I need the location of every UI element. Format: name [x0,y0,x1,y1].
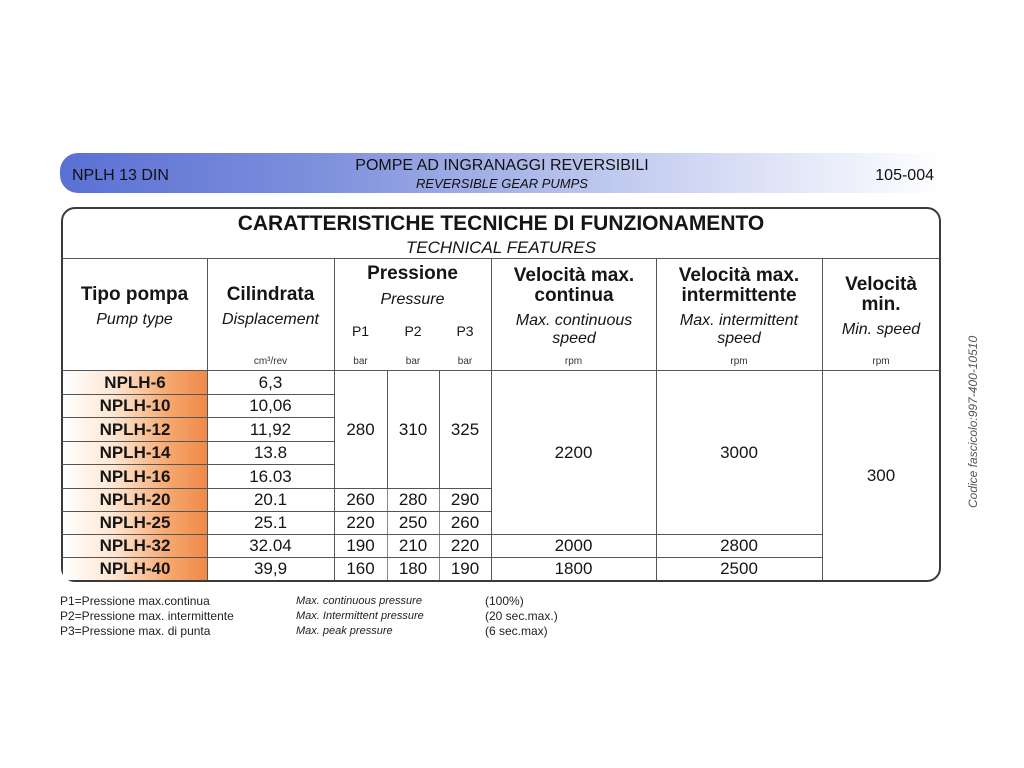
min-speed-cell: 300 [866,465,896,485]
header-subtitle: REVERSIBLE GEAR PUMPS [416,176,588,191]
table-title: CARATTERISTICHE TECNICHE DI FUNZIONAMENTO [237,212,765,235]
note-label: P1=Pressione max.continua [60,594,210,608]
pressure-p1-cell: 160 [346,559,375,578]
cont-speed-cell: 2000 [554,536,593,555]
displacement-cell: 39,9 [253,559,288,578]
int-speed-cell: 3000 [720,442,758,462]
displacement-cell: 32.04 [249,536,292,555]
pressure-p1-cell: 280 [346,419,375,439]
col-int-speed-unit: rpm [730,355,748,367]
note-value: (20 sec.max.) [485,609,558,623]
legend-notes [60,594,580,639]
col-displacement-sublabel: Displacement [222,311,319,328]
pump-type-cell: NPLH-40 [63,558,207,580]
note-row [60,609,580,624]
displacement-cell: 6,3 [258,372,283,392]
col-displacement-label: Cilindrata [226,284,315,305]
col-pressure-label: Pressione [367,263,458,284]
pump-type-cell: NPLH-20 [63,489,207,511]
col-displacement-unit: cm³/rev [253,355,288,367]
displacement-cell: 20.1 [253,490,288,509]
cont-speed-cell: 2200 [554,442,593,462]
pump-type-cell: NPLH-6 [63,371,207,394]
pressure-p2-cell: 280 [398,490,428,509]
col-p3-unit: bar [457,355,473,367]
pump-type-cell: NPLH-14 [63,442,207,464]
col-cont-speed-label: Velocità max. continua [513,265,635,306]
col-p2-unit: bar [405,355,421,367]
note-row [60,624,580,639]
pressure-p1-cell: 260 [346,490,375,509]
pressure-p3-cell: 190 [450,559,480,578]
note-row [60,594,580,609]
divider [62,258,940,259]
pump-type-cell: NPLH-10 [63,395,207,417]
displacement-cell: 16.03 [249,466,292,486]
product-code: NPLH 13 DIN [72,167,169,184]
displacement-cell: 25.1 [253,513,288,532]
displacement-cell: 10,06 [249,396,292,415]
note-english: Max. peak pressure [296,625,393,637]
col-int-speed-label: Velocità max. intermittente [678,265,800,306]
note-value: (6 sec.max) [485,624,548,638]
cont-speed-cell: 1800 [554,559,593,578]
pressure-p2-cell: 250 [398,513,428,532]
table-subtitle: TECHNICAL FEATURES [405,238,597,257]
int-speed-cell: 2500 [720,559,758,578]
col-int-speed-sublabel: Max. intermittent speed [679,312,799,347]
pressure-p3-cell: 290 [450,490,480,509]
note-label: P2=Pressione max. intermittente [60,609,234,623]
document-code: Codice fascicolo:997-400-10510 [966,335,980,508]
col-type-label: Tipo pompa [80,284,189,305]
page-number: 105-004 [875,167,934,184]
displacement-cell: 13.8 [253,443,288,462]
note-english: Max. continuous pressure [296,595,422,607]
pump-type-cell: NPLH-12 [63,418,207,441]
pressure-p2-cell: 210 [398,536,428,555]
note-label: P3=Pressione max. di punta [60,624,211,638]
col-p1-label: P1 [351,323,370,339]
col-cont-speed-unit: rpm [564,355,583,367]
col-p2-label: P2 [404,323,422,339]
note-english: Max. Intermittent pressure [296,610,424,622]
pressure-p2-cell: 310 [398,419,428,439]
col-min-speed-unit: rpm [872,355,890,367]
note-value: (100%) [485,594,524,608]
col-min-speed-sublabel: Min. speed [841,321,921,338]
col-p3-label: P3 [456,323,474,339]
col-p1-unit: bar [353,355,368,367]
pump-type-cell: NPLH-32 [63,535,207,557]
displacement-cell: 11,92 [249,419,292,439]
col-min-speed-label: Velocità min. [845,274,917,315]
pump-type-cell: NPLH-16 [63,465,207,488]
pressure-p3-cell: 220 [450,536,480,555]
pressure-p2-cell: 180 [398,559,428,578]
header-title: POMPE AD INGRANAGGI REVERSIBILI [355,157,649,174]
pressure-p1-cell: 190 [346,536,375,555]
pressure-p3-cell: 260 [450,513,480,532]
pressure-p3-cell: 325 [450,419,480,439]
pump-type-cell: NPLH-25 [63,512,207,534]
int-speed-cell: 2800 [720,536,758,555]
col-type-sublabel: Pump type [96,311,173,328]
col-pressure-sublabel: Pressure [380,291,445,308]
col-cont-speed-sublabel: Max. continuous speed [515,312,633,347]
pressure-p1-cell: 220 [346,513,375,532]
